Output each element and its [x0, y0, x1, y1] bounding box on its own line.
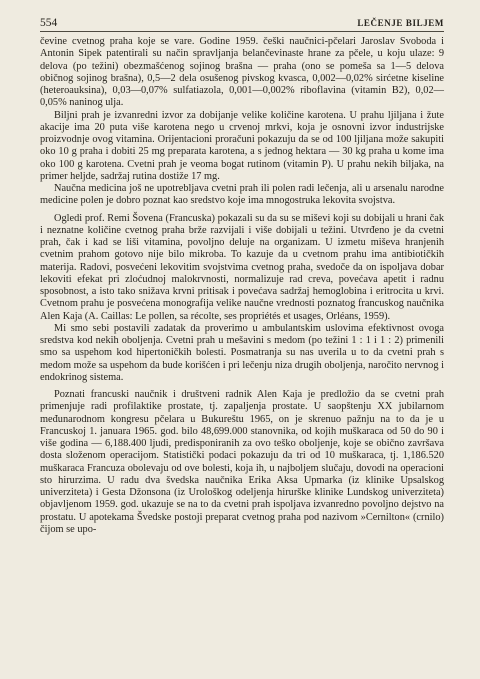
paragraph-1: čevine cvetnog praha koje se vare. Godine 1959. češki naučnici-pčelari Jaroslav Svoboda i Antonin Sipek patentirali su način spravljanja belančevinaste hrane za pčele, u koju ulaze: 9 delova (po težini) obezmašćenog sojinog brašna — praha (ono se pomeša sa 1—5 delova običnog sojinog brašna), 0,5—2 dela osušenog pivskog kvasca, 0,002—0,02% sirćetne kiseline (heteroauksina), 0,03—0,07% sulfatiazola, 0,001—0,002% riboflavina (vitamin B2), 0,02—0,05% naninog ulja. — [40, 36, 444, 109]
running-title: LEČENJE BILJEM — [357, 18, 444, 28]
body-text — [40, 36, 444, 536]
paragraph-5: Mi smo sebi postavili zadatak da proverimo u ambulantskim uslovima efektivnost ovoga sredstva kod nekih oboljenja. Cvetni prah u mešavini s medom (po težini 1 : 1 i 1 : 2) primenili smo sa uspehom kod hipertoničkih bolesti. Posmatranja su nas uverila u to da cvetni prah s medom može sa uspehom da bude korišćen i pri lečenju niza drugih oboljenja, naročito nervnog i endokrinog sistema. — [40, 322, 444, 383]
paragraph-2: Biljni prah je izvanredni izvor za dobijanje velike količine karotena. U prahu ljiljana i žute akacije ima 20 puta više karotena nego u crvenoj mrkvi, koja je osnovni izvor industrijske proizvodnje ovog vitamina. Orijentacioni proračuni pokazuju da se od 100 ljiljana može sakupiti oko 10 g praha i dobiti 25 mg preparata karotena, a s jednog hektara — 30 kg praha u kome ima oko 100 g karotena. Cvetni prah je veoma bogat rutinom (vitamin P). U prahu nekih biljaka, na primer heljde, sadržaj rutina dostiže 17 mg. — [40, 109, 444, 182]
paragraph-4: Ogledi prof. Remi Šovena (Francuska) pokazali su da su se miševi koji su dobijali u hrani čak i neznatne količine cvetnog praha brže razvijali i više dobijali u težini. Utvrđeno je da cvetni prah, čak i kad se liši vitamina, povoljno deluje na organizam. U izmetu miševa hranjenih cvetnim prahom gotovo nije bilo mikroba. To kazuje da u cvetnom prahu ima antibiotičkih materija. Radovi, posvećeni lekovitim svojstvima cvetnog praha, svedoče da on ispoljava dobar lekoviti efekat pri zloćudnoj malokrvnosti, normalizuje rad creva, povećava apetit i radnu sposobnost, a isto tako snižava krvni pritisak i povećava sadržaj hemoglobina i eritrocita u krvi. Cvetnom prahu je posvećena monografija velike naučne vrednosti poznatog francuskog naučnika Alen Kaja (A. Caillas: Le pollen, sa récolte, ses propriétés et usages, Orléans, 1959). — [40, 212, 444, 322]
paragraph-6: Poznati francuski naučnik i društveni radnik Alen Kaja je predložio da se cvetni prah primenjuje radi profilaktike prostate, tj. zapaljenja prostate. U saopštenju XX jubilarnom međunarodnom kongresu pčelara u Bukureštu 1965, on je skrenuo pažnju na to da je u Francuskoj 1. januara 1965. god. bilo 48,699.000 stanovnika, od kojih muškaraca od 50 do 90 i više godina — 6,188.400 ljudi, predisponiranih za ovo teško oboljenje, koje se obično završava dosta složenom operacijom. Statistički podaci pokazuju da tri od 10 muškaraca, tj. 1,186.520 muškaraca Francuza obolevaju od ove bolesti, koja ih, u najboljem slučaju, dovodi na operacioni sto hirurzima. U radu dva švedska naučnika Erika Aksa Upmarka (iz klinike Upsalskog univerziteta) i Gesta Džonsona (iz Urološkog odeljenja hirurške klinike Lundskog univerziteta) objavljenom 1959. god. ukazuje se na to da cvetni prah ispoljava izvanredno povoljno dejstvo na prostatu. U apotekama Švedske postoji preparat cvetnog praha pod nazivom »Cernilton« (crnilo) čijom se upo- — [40, 389, 444, 535]
paragraph-3: Naučna medicina još ne upotrebljava cvetni prah ili polen radi lečenja, ali u arsenalu narodne medicine polen je dobro poznat kao sredstvo koje ima mnogostruka lekovita svojstva. — [40, 183, 444, 207]
page-header — [40, 17, 444, 32]
page-number: 554 — [40, 17, 58, 29]
